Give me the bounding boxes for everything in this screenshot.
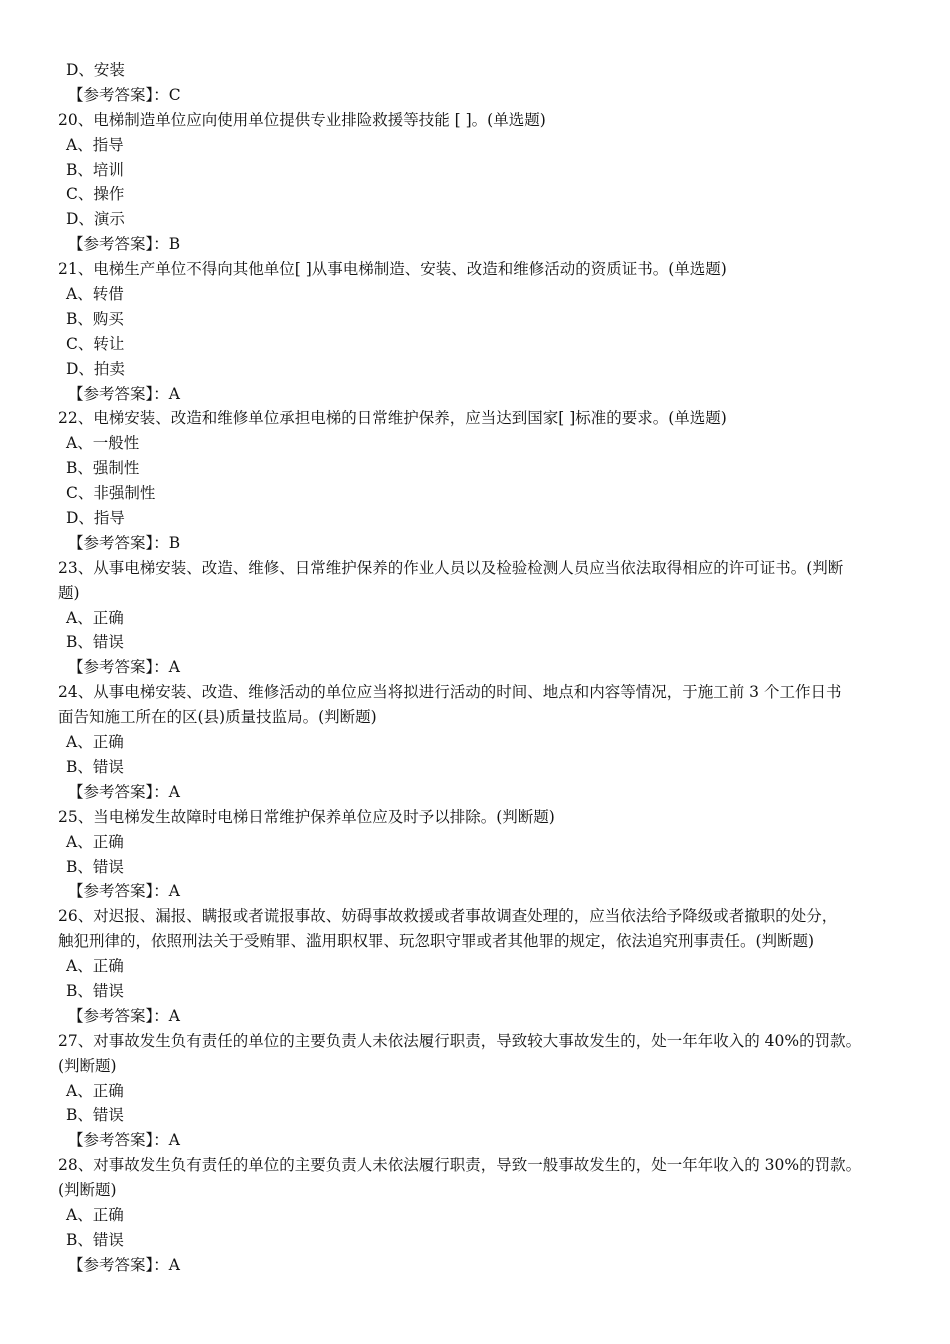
question-text-continued: 面告知施工所在的区(县)质量技监局。(判断题) — [58, 708, 377, 727]
question-text: 26、对迟报、漏报、瞒报或者谎报事故、妨碍事故救援或者事故调查处理的，应当依法给予降级或者撤职的处分， — [58, 907, 838, 926]
question-text: 21、电梯生产单位不得向其他单位[ ]从事电梯制造、安装、改造和维修活动的资质证书。(单选题) — [58, 260, 727, 279]
option-a: A、转借 — [66, 285, 124, 304]
answer-line: 【参考答案】：A — [68, 384, 180, 403]
document-page — [58, 58, 898, 1278]
question-block — [58, 805, 898, 905]
question-text: 20、电梯制造单位应向使用单位提供专业排险救援等技能 [ ]。(单选题) — [58, 110, 546, 129]
question-text-continued: (判断题) — [58, 1056, 117, 1075]
question-text-continued: 题) — [58, 583, 80, 602]
option-a: A、指导 — [66, 135, 124, 154]
answer-line: 【参考答案】：A — [68, 1255, 180, 1274]
option-a: A、一般性 — [66, 434, 140, 453]
option-b: B、购买 — [66, 309, 124, 328]
option-d: D、演示 — [66, 210, 125, 229]
answer-line: 【参考答案】：B — [68, 533, 181, 552]
question-text: 24、从事电梯安装、改造、维修活动的单位应当将拟进行活动的时间、地点和内容等情况，于施工前 3 个工作日书 — [58, 683, 842, 702]
answer-line: 【参考答案】：A — [68, 1006, 180, 1025]
option-b: B、错误 — [66, 1106, 124, 1125]
question-block — [58, 680, 898, 804]
option-a: A、正确 — [66, 957, 124, 976]
question-block — [58, 556, 898, 680]
option-d: D、指导 — [66, 509, 125, 528]
option-b: B、错误 — [66, 757, 124, 776]
option-b: B、错误 — [66, 1230, 124, 1249]
question-block — [58, 108, 898, 257]
option-b: B、强制性 — [66, 459, 140, 478]
answer-line: 【参考答案】：A — [68, 882, 180, 901]
option-d: D、拍卖 — [66, 359, 125, 378]
answer-line: 【参考答案】：C — [68, 85, 181, 104]
option-a: A、正确 — [66, 733, 124, 752]
question-text: 27、对事故发生负有责任的单位的主要负责人未依法履行职责，导致较大事故发生的，处一年年收入的 40%的罚款。 — [58, 1031, 862, 1050]
question-text: 25、当电梯发生故障时电梯日常维护保养单位应及时予以排除。(判断题) — [58, 807, 555, 826]
question-block — [58, 904, 898, 1028]
option-b: B、错误 — [66, 633, 124, 652]
answer-line: 【参考答案】：A — [68, 658, 180, 677]
question-text: 22、电梯安装、改造和维修单位承担电梯的日常维护保养，应当达到国家[ ]标准的要求。(单选题) — [58, 409, 727, 428]
question-text-continued: (判断题) — [58, 1181, 117, 1200]
answer-line: 【参考答案】：A — [68, 1131, 180, 1150]
option-c: C、非强制性 — [66, 484, 156, 503]
question-block — [58, 257, 898, 406]
option-d: D、安装 — [66, 61, 125, 79]
option-a: A、正确 — [66, 1205, 124, 1224]
question-text-continued: 触犯刑律的，依照刑法关于受贿罪、滥用职权罪、玩忽职守罪或者其他罪的规定，依法追究刑事责任。(判断题) — [58, 932, 815, 951]
option-b: B、培训 — [66, 160, 124, 179]
option-c: C、操作 — [66, 185, 125, 204]
option-c: C、转让 — [66, 334, 125, 353]
question-text: 28、对事故发生负有责任的单位的主要负责人未依法履行职责，导致一般事故发生的，处一年年收入的 30%的罚款。 — [58, 1156, 862, 1175]
option-a: A、正确 — [66, 832, 124, 851]
answer-line: 【参考答案】：B — [68, 235, 181, 254]
option-a: A、正确 — [66, 608, 124, 627]
question-block — [58, 406, 898, 555]
option-a: A、正确 — [66, 1081, 124, 1100]
question-block — [58, 1153, 898, 1277]
option-b: B、错误 — [66, 857, 124, 876]
question-text: 23、从事电梯安装、改造、维修、日常维护保养的作业人员以及检验检测人员应当依法取得相应的许可证书。(判断 — [58, 558, 844, 577]
answer-line: 【参考答案】：A — [68, 782, 180, 801]
option-b: B、错误 — [66, 981, 124, 1000]
question-block — [58, 1029, 898, 1153]
